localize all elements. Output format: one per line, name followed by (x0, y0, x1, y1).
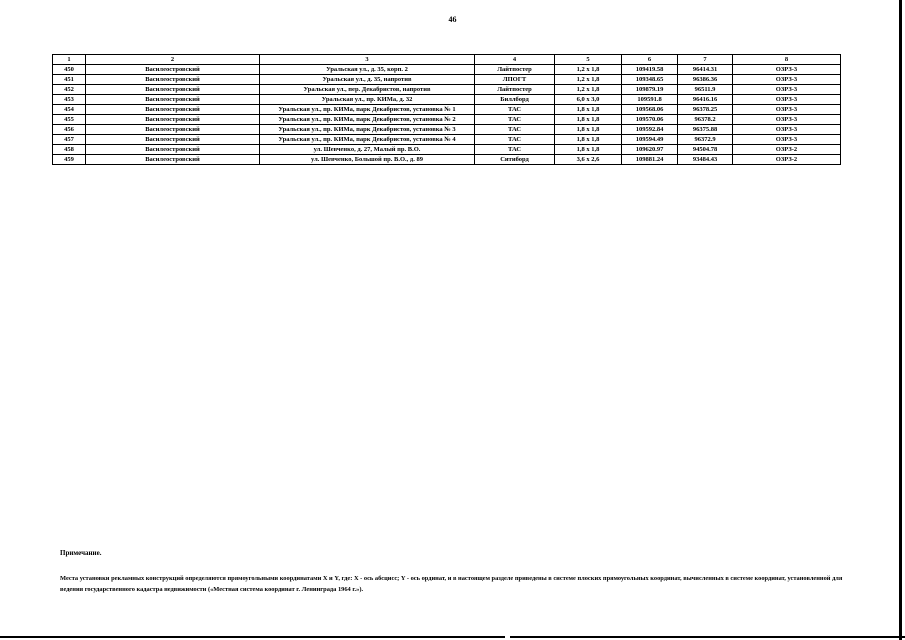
table-row (53, 105, 841, 115)
table-row (53, 155, 841, 165)
cell-coord-y: 96372.9 (678, 135, 733, 145)
table-row (53, 125, 841, 135)
cell-zone: ОЗРЗ-3 (733, 115, 841, 125)
column-header-3: 3 (260, 55, 475, 65)
cell-district: Василеостровский (86, 145, 260, 155)
table-row (53, 75, 841, 85)
cell-coord-y: 96378.25 (678, 105, 733, 115)
cell-address: ул. Шевченко, д. 27, Малый пр. В.О. (260, 145, 475, 155)
cell-coord-x: 109592.84 (622, 125, 678, 135)
cell-district: Василеостровский (86, 105, 260, 115)
cell-structure-type: Биллборд (475, 95, 555, 105)
cell-row-number: 457 (53, 135, 86, 145)
scan-edge-gap (505, 636, 510, 638)
cell-row-number: 455 (53, 115, 86, 125)
cell-address: Уральская ул., пр. КИМа, парк Декабристов, установка № 3 (260, 125, 475, 135)
cell-zone: ОЗРЗ-3 (733, 85, 841, 95)
note-title: Примечание. (60, 549, 102, 557)
cell-size: 1,8 x 1,8 (555, 145, 622, 155)
table-row (53, 65, 841, 75)
cell-coord-x: 109881.24 (622, 155, 678, 165)
cell-coord-y: 94504.78 (678, 145, 733, 155)
table-body (53, 65, 841, 165)
cell-coord-x: 109419.58 (622, 65, 678, 75)
cell-district: Василеостровский (86, 115, 260, 125)
cell-structure-type: Ситиборд (475, 155, 555, 165)
table-row (53, 95, 841, 105)
cell-district: Василеостровский (86, 75, 260, 85)
cell-district: Василеостровский (86, 95, 260, 105)
cell-address: Уральская ул., д. 35, напротив (260, 75, 475, 85)
cell-structure-type: Лайтпостер (475, 65, 555, 75)
cell-district: Василеостровский (86, 85, 260, 95)
cell-row-number: 450 (53, 65, 86, 75)
table-row (53, 135, 841, 145)
cell-district: Василеостровский (86, 125, 260, 135)
advertising-structures-table (52, 54, 841, 165)
cell-coord-y: 96378.2 (678, 115, 733, 125)
cell-zone: ОЗРЗ-2 (733, 155, 841, 165)
cell-size: 1,8 x 1,8 (555, 115, 622, 125)
cell-zone: ОЗРЗ-3 (733, 65, 841, 75)
column-header-5: 5 (555, 55, 622, 65)
cell-coord-y: 93484.43 (678, 155, 733, 165)
column-header-2: 2 (86, 55, 260, 65)
cell-row-number: 458 (53, 145, 86, 155)
column-header-7: 7 (678, 55, 733, 65)
cell-size: 1,2 x 1,8 (555, 85, 622, 95)
cell-size: 1,8 x 1,8 (555, 105, 622, 115)
cell-coord-y: 96386.36 (678, 75, 733, 85)
cell-row-number: 454 (53, 105, 86, 115)
cell-coord-x: 109568.06 (622, 105, 678, 115)
table-row (53, 85, 841, 95)
cell-zone: ОЗРЗ-3 (733, 125, 841, 135)
cell-structure-type: ЛПОГТ (475, 75, 555, 85)
cell-structure-type: ТАС (475, 135, 555, 145)
cell-row-number: 452 (53, 85, 86, 95)
cell-coord-x: 109591.8 (622, 95, 678, 105)
cell-coord-y: 96375.88 (678, 125, 733, 135)
scan-edge-bottom (0, 636, 905, 638)
cell-size: 1,2 x 1,8 (555, 75, 622, 85)
cell-coord-y: 96414.31 (678, 65, 733, 75)
column-header-4: 4 (475, 55, 555, 65)
cell-coord-x: 109570.06 (622, 115, 678, 125)
cell-structure-type: ТАС (475, 105, 555, 115)
cell-structure-type: ТАС (475, 125, 555, 135)
table-header-row (53, 55, 841, 65)
cell-structure-type: ТАС (475, 115, 555, 125)
cell-zone: ОЗРЗ-3 (733, 75, 841, 85)
column-header-6: 6 (622, 55, 678, 65)
column-header-8: 8 (733, 55, 841, 65)
cell-address: Уральская ул., пр. КИМа, д. 32 (260, 95, 475, 105)
cell-size: 1,2 x 1,8 (555, 65, 622, 75)
cell-zone: ОЗРЗ-3 (733, 135, 841, 145)
cell-coord-x: 109348.65 (622, 75, 678, 85)
table-row (53, 145, 841, 155)
cell-row-number: 453 (53, 95, 86, 105)
cell-row-number: 451 (53, 75, 86, 85)
cell-row-number: 456 (53, 125, 86, 135)
cell-address: Уральская ул., пер. Декабристов, напротив (260, 85, 475, 95)
cell-size: 6,0 x 3,0 (555, 95, 622, 105)
cell-coord-x: 109594.49 (622, 135, 678, 145)
cell-row-number: 459 (53, 155, 86, 165)
table-row (53, 115, 841, 125)
note-text: Места установки рекламных конструкций определяются прямоугольными координатами X и Y, где: X - ось абсцисс; Y - ось ординат, и в настоящем разделе приведены в системе плоских прямоугольных координат, вычисленных в системе координат, установленной для ведения государственного кадастра недвижимости («Местная система координат г. Ленинграда 1964 г.»). (60, 575, 843, 593)
cell-size: 1,8 x 1,8 (555, 135, 622, 145)
cell-address: Уральская ул., пр. КИМа, парк Декабристов, установка № 2 (260, 115, 475, 125)
cell-district: Василеостровский (86, 65, 260, 75)
cell-address: Уральская ул., д. 35, корп. 2 (260, 65, 475, 75)
cell-address: ул. Шевченко, Большой пр. В.О., д. 89 (260, 155, 475, 165)
cell-structure-type: Лайтпостер (475, 85, 555, 95)
cell-structure-type: ТАС (475, 145, 555, 155)
cell-district: Василеостровский (86, 155, 260, 165)
cell-coord-y: 96416.16 (678, 95, 733, 105)
cell-coord-x: 109620.97 (622, 145, 678, 155)
cell-size: 1,8 x 1,8 (555, 125, 622, 135)
cell-size: 3,6 x 2,6 (555, 155, 622, 165)
cell-coord-y: 96511.9 (678, 85, 733, 95)
column-header-1: 1 (53, 55, 86, 65)
cell-zone: ОЗРЗ-2 (733, 145, 841, 155)
cell-zone: ОЗРЗ-3 (733, 95, 841, 105)
cell-address: Уральская ул., пр. КИМа, парк Декабристов, установка № 4 (260, 135, 475, 145)
cell-district: Василеостровский (86, 135, 260, 145)
cell-coord-x: 109879.19 (622, 85, 678, 95)
cell-address: Уральская ул., пр. КИМа, парк Декабристов, установка № 1 (260, 105, 475, 115)
scan-edge-right (899, 0, 902, 640)
cell-zone: ОЗРЗ-3 (733, 105, 841, 115)
page-number: 46 (448, 15, 457, 24)
